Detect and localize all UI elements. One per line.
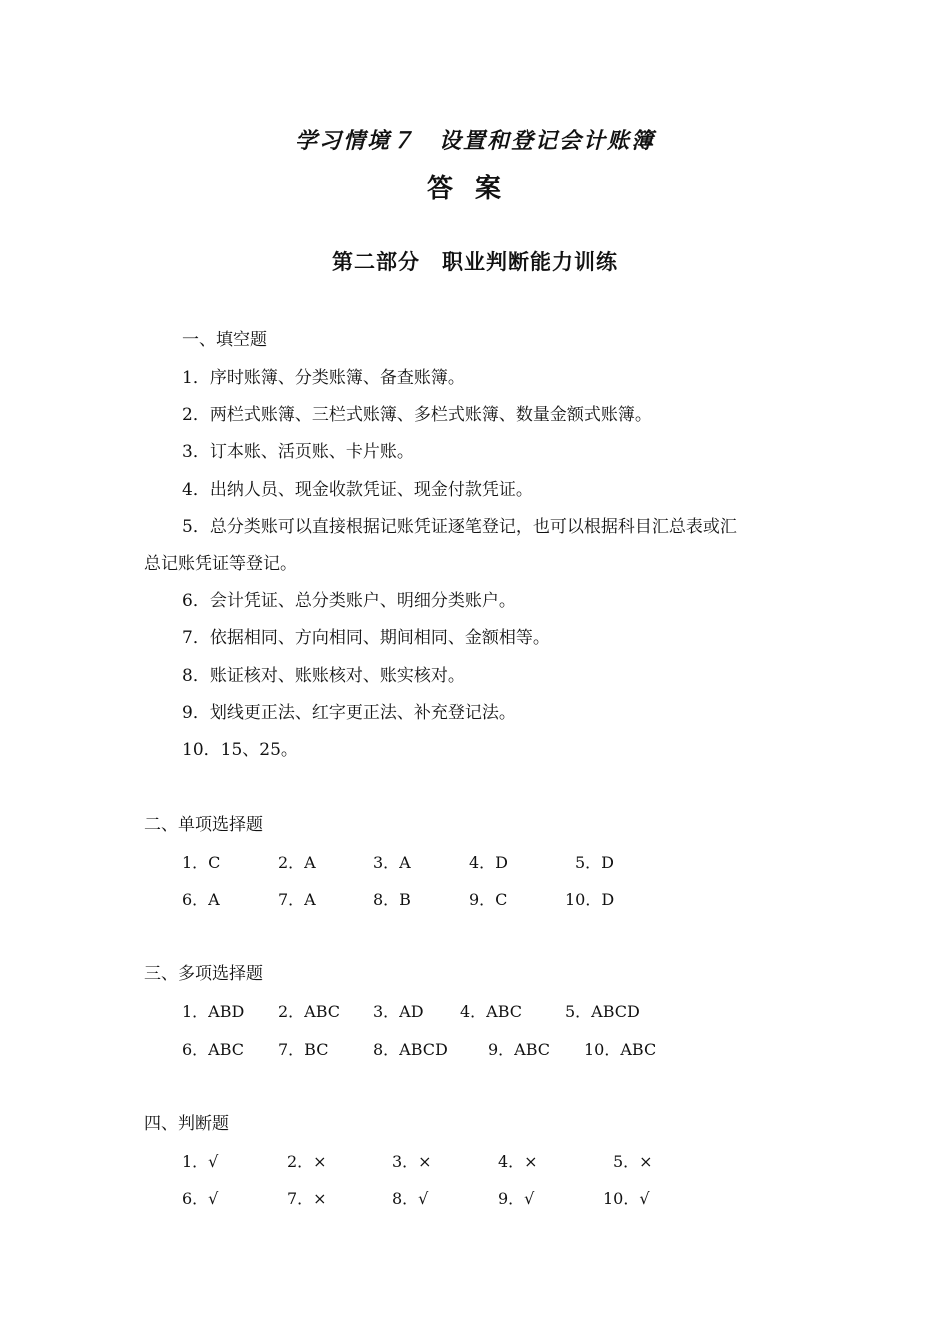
answer-line: 5．总分类账可以直接根据记账凭证逐笔登记，也可以根据科目汇总表或汇 <box>182 517 737 537</box>
answer-cell: 7．× <box>287 1189 327 1208</box>
answer-line: 10．15、25。 <box>182 740 298 760</box>
answer-line: 1．序时账簿、分类账簿、备查账簿。 <box>182 368 465 388</box>
answer-cell: 4．ABC <box>460 1002 523 1021</box>
answer-line: 4．出纳人员、现金收款凭证、现金付款凭证。 <box>182 480 533 500</box>
section-heading-single-choice: 二、单项选择题 <box>144 815 263 835</box>
answer-cell: 6．A <box>182 890 220 909</box>
answer-cell: 4．D <box>469 853 509 872</box>
answer-cell: 3．× <box>392 1152 432 1171</box>
answer-cell: 6．ABC <box>182 1040 245 1059</box>
document-title: 学习情境７ 设置和登记会计账簿 <box>294 128 655 154</box>
answer-cell: 5．ABCD <box>565 1002 640 1021</box>
answer-line: 7．依据相同、方向相同、期间相同、金额相等。 <box>182 628 550 648</box>
answer-cell: 2．A <box>278 853 316 872</box>
answer-cell: 3．A <box>373 853 411 872</box>
answer-line: 9．划线更正法、红字更正法、补充登记法。 <box>182 703 516 723</box>
answer-cell: 9．ABC <box>488 1040 551 1059</box>
answer-line: 3．订本账、活页账、卡片账。 <box>182 442 414 462</box>
answer-line: 6．会计凭证、总分类账户、明细分类账户。 <box>182 591 516 611</box>
section-heading-fill-blank: 一、填空题 <box>182 330 267 350</box>
answer-cell: 9．√ <box>498 1189 535 1208</box>
answer-cell: 1．C <box>182 853 221 872</box>
section-heading-true-false: 四、判断题 <box>144 1114 229 1134</box>
answer-cell: 3．AD <box>373 1002 424 1021</box>
answer-cell: 8．ABCD <box>373 1040 448 1059</box>
answer-cell: 5．× <box>613 1152 653 1171</box>
answer-cell: 8．B <box>373 890 411 909</box>
part-heading: 第二部分 职业判断能力训练 <box>332 249 618 274</box>
section-heading-multi-choice: 三、多项选择题 <box>144 964 263 984</box>
answer-cell: 4．× <box>498 1152 538 1171</box>
answer-cell: 10．ABC <box>584 1040 657 1059</box>
answer-cell: 2．ABC <box>278 1002 341 1021</box>
answer-cell: 5．D <box>575 853 615 872</box>
answer-line: 2．两栏式账簿、三栏式账簿、多栏式账簿、数量金额式账簿。 <box>182 405 652 425</box>
answer-cell: 10．D <box>565 890 615 909</box>
answer-cell: 8．√ <box>392 1189 429 1208</box>
answer-cell: 10．√ <box>603 1189 650 1208</box>
answer-cell: 7．A <box>278 890 316 909</box>
answer-cell: 1．ABD <box>182 1002 245 1021</box>
answer-line-continuation: 总记账凭证等登记。 <box>144 554 297 574</box>
answer-line: 8．账证核对、账账核对、账实核对。 <box>182 666 465 686</box>
answer-cell: 1．√ <box>182 1152 219 1171</box>
answer-cell: 9．C <box>469 890 508 909</box>
answer-cell: 2．× <box>287 1152 327 1171</box>
answer-cell: 7．BC <box>278 1040 329 1059</box>
answer-heading: 答案 <box>426 174 523 204</box>
answer-cell: 6．√ <box>182 1189 219 1208</box>
